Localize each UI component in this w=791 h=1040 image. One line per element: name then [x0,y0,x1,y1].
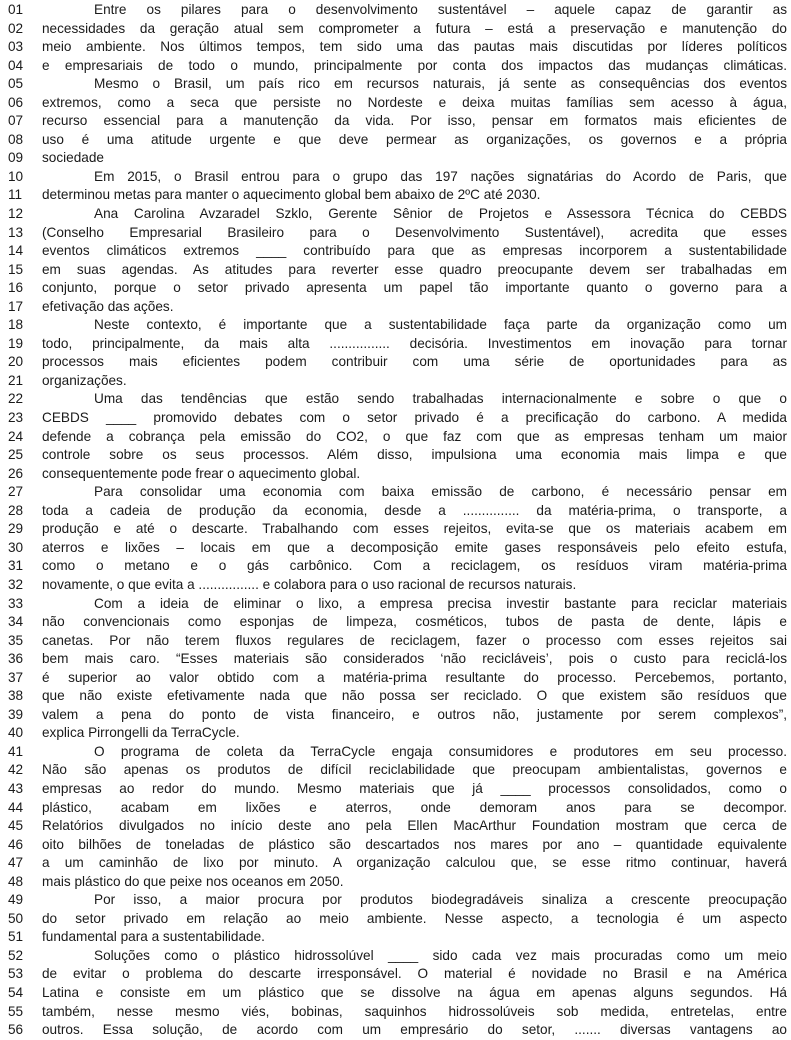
line-number: 01 [8,2,24,17]
line-text: conjunto, porque o setor privado apresenta um papel tão importante quanto o governo para a [42,280,787,296]
line-number: 32 [8,576,24,592]
line-number: 23 [8,410,24,426]
text-line [8,1021,787,1040]
text-line [8,483,787,502]
line-text: organizações. [42,372,127,388]
line-number: 02 [8,20,24,36]
line-text: Entre os pilares para o desenvolvimento sustentável – aquele capaz de garantir as [94,2,787,17]
line-text: bem mais caro. “Esses materiais são considerados ‘não recicláveis’, pois o custo para reciclá-los [42,651,787,667]
line-text: do setor privado em relação ao meio ambiente. Nesse aspecto, a tecnologia é um aspecto [42,910,787,926]
line-text: outros. Essa solução, de acordo com um empresário do setor, ....... diversas vantagens ao [42,1022,787,1038]
text-line [8,557,787,576]
text-line [8,94,787,113]
line-text: empresas ao redor do mundo. Mesmo materiais que já ____ processos consolidados, como o [42,780,787,796]
line-number: 26 [8,465,24,481]
text-line [8,910,787,929]
line-number: 07 [8,113,24,129]
line-text: Uma das tendências que estão sendo trabalhadas internacionalmente e sobre o que o [94,391,787,407]
line-text: e empresariais de todo o mundo, principalmente por conta dos impactos das mudanças climáticas. [42,57,787,73]
line-text: defende a cobrança pela emissão do CO2, o que faz com que as empresas tenham um maior [42,428,787,444]
line-text: valem a pena do ponto de vista financeiro, e outros não, justamente por serem complexos”, [42,706,787,722]
line-text: processos mais eficientes podem contribuir com uma série de oportunidades para as [42,354,787,370]
line-number: 53 [8,966,24,982]
line-number: 13 [8,224,24,240]
text-line [8,38,787,57]
text-line [8,669,787,688]
line-text: Não são apenas os produtos de difícil reciclabilidade que preocupam ambientalistas, governos e [42,762,787,778]
text-line [8,520,787,539]
text-line [8,928,787,947]
line-number: 40 [8,725,24,741]
line-number: 17 [8,298,24,314]
line-text: canetas. Por não terem fluxos regulares de reciclagem, fazer o processo com esses rejeitos sai [42,632,787,648]
text-line [8,409,787,428]
lines-container [8,1,787,1040]
text-line [8,112,787,131]
line-text: Com a ideia de eliminar o lixo, a empresa precisa investir bastante para reciclar materiais [94,595,787,611]
line-text: Latina e consiste em um plástico que se dissolve na água em apenas alguns segundos. Há [42,984,787,1000]
line-text: toda a cadeia de produção da economia, desde a ............... da matéria-prima, o transporte, a [42,502,787,518]
line-text: Em 2015, o Brasil entrou para o grupo das 197 nações signatárias do Acordo de Paris, que [94,168,787,184]
text-line [8,650,787,669]
text-line [8,891,787,910]
line-text: como o metano e o gás carbônico. Com a reciclagem, os resíduos viram matéria-prima [42,558,787,574]
text-line [8,446,787,465]
line-number: 31 [8,558,24,574]
line-text: Relatórios divulgados no início deste ano pela Ellen MacArthur Foundation mostram que cerca de [42,818,787,834]
line-number: 50 [8,910,24,926]
line-number: 14 [8,243,24,259]
text-line [8,799,787,818]
text-line [8,372,787,391]
text-line [8,502,787,521]
text-line [8,224,787,243]
line-number: 24 [8,428,24,444]
line-text: de evitar o problema do descarte irresponsável. O material é novidade no Brasil e na América [42,966,787,982]
text-line [8,761,787,780]
line-number: 30 [8,539,24,555]
text-line [8,428,787,447]
line-text: produção e até o descarte. Trabalhando com esses rejeitos, evita-se que os materiais acabem em [42,521,787,537]
line-number: 27 [8,484,24,500]
text-line [8,724,787,743]
line-text: Ana Carolina Avzaradel Szklo, Gerente Sênior de Projetos e Assessora Técnica do CEBDS [94,206,787,222]
line-number: 45 [8,818,24,834]
line-text: recurso essencial para a manutenção da vida. Por isso, pensar em formatos mais eficientes de [42,113,787,129]
line-number: 46 [8,836,24,852]
text-line [8,743,787,762]
line-number: 09 [8,150,24,166]
text-line [8,186,787,205]
line-number: 21 [8,372,24,388]
line-number: 03 [8,39,24,55]
line-number: 05 [8,76,24,92]
line-text: plástico, acabam em lixões e aterros, onde demoram anos para se decompor. [42,799,787,815]
line-number: 29 [8,521,24,537]
line-number: 19 [8,335,24,351]
line-text: é superior ao valor obtido com a matéria-prima resultante do processo. Percebemos, portanto, [42,669,787,685]
text-line [8,687,787,706]
text-line [8,20,787,39]
text-line [8,261,787,280]
line-text: determinou metas para manter o aquecimento global bem abaixo de 2ºC até 2030. [42,187,541,203]
line-text: uso é uma atitude urgente e que deve permear as organizações, os governos e a própria [42,131,787,147]
line-number: 18 [8,317,24,333]
text-line [8,595,787,614]
text-line [8,1003,787,1022]
line-text: O programa de coleta da TerraCycle engaja consumidores e produtores em seu processo. [94,743,787,759]
line-number: 56 [8,1022,24,1038]
text-line [8,298,787,317]
line-text: mais plástico do que peixe nos oceanos em 2050. [42,873,344,889]
line-text: Por isso, a maior procura por produtos biodegradáveis sinaliza a crescente preocupação [94,892,787,908]
line-text: Soluções como o plástico hidrossolúvel ____ sido cada vez mais procuradas como um meio [94,947,787,963]
line-number: 43 [8,780,24,796]
text-line [8,576,787,595]
line-text: consequentemente pode frear o aquecimento global. [42,465,361,481]
text-line [8,316,787,335]
line-number: 12 [8,206,24,222]
text-line [8,57,787,76]
line-text: não convencionais como esponjas de limpeza, cosméticos, tubos de pasta de dente, lápis e [42,614,787,630]
text-line [8,353,787,372]
line-number: 20 [8,354,24,370]
line-text: também, nesse mesmo viés, bobinas, saquinhos hidrossolúveis sob medida, entretelas, entre [42,1003,787,1019]
text-line [8,465,787,484]
text-line [8,632,787,651]
line-number: 54 [8,984,24,1000]
line-number: 44 [8,799,24,815]
text-line [8,335,787,354]
line-text: controle sobre os seus processos. Além disso, impulsiona uma economia mais limpa e que [42,447,787,463]
line-text: sociedade [42,150,104,166]
line-number: 11 [8,187,23,203]
text-line [8,613,787,632]
text-line [8,780,787,799]
line-text: novamente, o que evita a ................ e colabora para o uso racional de recursos naturais. [42,576,577,592]
line-number: 25 [8,447,24,463]
text-line [8,836,787,855]
line-number: 47 [8,855,24,871]
text-line [8,539,787,558]
text-line [8,984,787,1003]
line-text: explica Pirrongelli da TerraCycle. [42,725,240,741]
line-number: 06 [8,94,24,110]
line-text: a um caminhão de lixo por minuto. A organização calculou que, se esse ritmo continuar, haverá [42,855,787,871]
line-text: eventos climáticos extremos ____ contribuído para que as empresas incorporem a sustentabilidade [42,243,787,259]
line-number: 28 [8,502,24,518]
line-text: CEBDS ____ promovido debates com o setor privado é a precificação do carbono. A medida [42,410,787,426]
line-text: que não existe efetivamente nada que não possa ser reciclado. O que existem são resíduos que [42,688,787,704]
text-line [8,279,787,298]
line-text: Neste contexto, é importante que a sustentabilidade faça parte da organização como um [94,317,787,333]
line-text: em suas agendas. As atitudes para reverter esse quadro preocupante devem ser trabalhadas em [42,261,787,277]
line-number: 52 [8,947,24,963]
line-number: 38 [8,688,24,704]
line-number: 36 [8,651,24,667]
text-line [8,965,787,984]
text-line [8,1,787,20]
line-text: todo, principalmente, da mais alta ................ decisória. Investimentos em inovação para tornar [42,335,787,351]
line-number: 08 [8,131,24,147]
line-number: 41 [8,743,24,759]
line-number: 42 [8,762,24,778]
text-line [8,205,787,224]
line-number: 16 [8,280,24,296]
line-text: Para consolidar uma economia com baixa emissão de carbono, é necessário pensar em [94,484,787,500]
line-number: 33 [8,595,24,611]
line-number: 48 [8,873,24,889]
text-line [8,873,787,892]
line-text: (Conselho Empresarial Brasileiro para o Desenvolvimento Sustentável), acredita que esses [42,224,787,240]
line-number: 35 [8,632,24,648]
text-line [8,131,787,150]
line-number: 37 [8,669,24,685]
line-text: oito bilhões de toneladas de plástico são descartados nos mares por ano – quantidade equivalente [42,836,787,852]
line-text: Mesmo o Brasil, um país rico em recursos naturais, já sente as consequências dos eventos [94,76,787,92]
text-line [8,947,787,966]
line-number: 15 [8,261,24,277]
line-text: fundamental para a sustentabilidade. [42,929,265,945]
text-line [8,75,787,94]
line-text: necessidades da geração atual sem comprometer a futura – está a preservação e manutenção do [42,20,787,36]
line-number: 51 [8,929,24,945]
line-text: efetivação das ações. [42,298,174,314]
text-line [8,854,787,873]
line-number: 39 [8,706,24,722]
line-number: 22 [8,391,24,407]
line-number: 55 [8,1003,24,1019]
line-text: extremos, como a seca que persiste no Nordeste e deixa muitas famílias sem acesso à água, [42,94,787,110]
line-text: aterros e lixões – locais em que a decomposição emite gases responsáveis pelo efeito estufa, [42,539,787,555]
text-line [8,817,787,836]
text-line [8,706,787,725]
text-line [8,149,787,168]
text-line [8,242,787,261]
line-number: 49 [8,892,24,908]
line-text: meio ambiente. Nos últimos tempos, tem sido uma das pautas mais discutidas por líderes políticos [42,39,787,55]
line-number: 04 [8,57,24,73]
text-line [8,390,787,409]
line-number: 34 [8,614,24,630]
line-number: 10 [8,168,24,184]
text-line [8,168,787,187]
